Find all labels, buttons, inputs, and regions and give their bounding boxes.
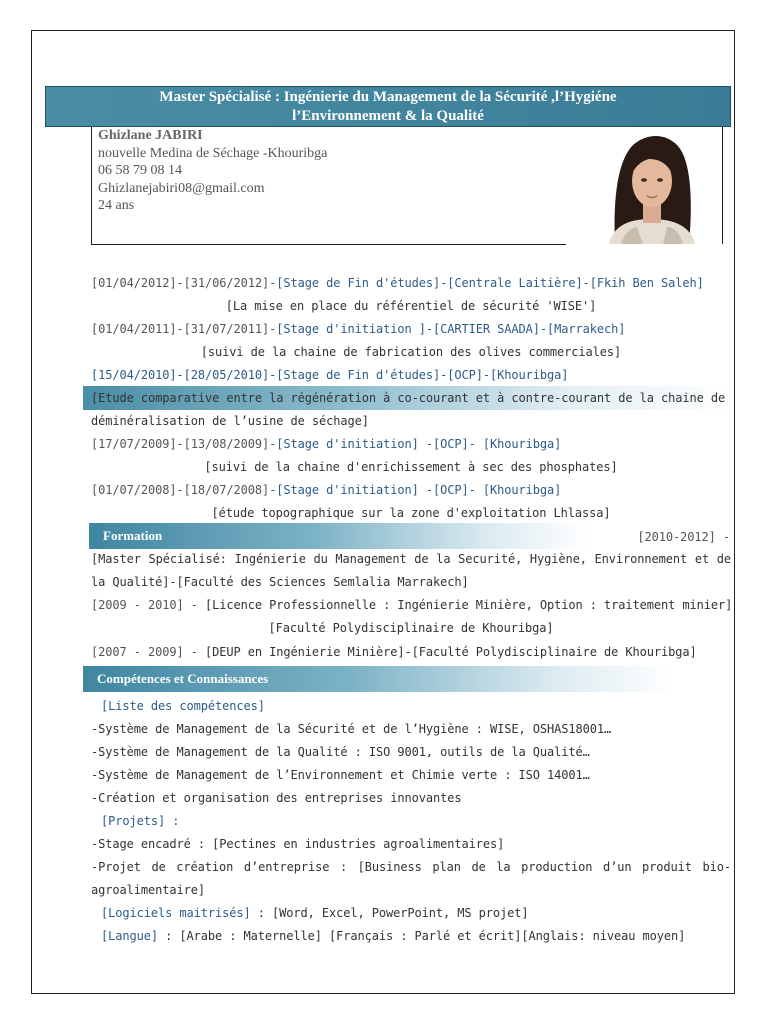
competences-list-label: [Liste des compétences]	[101, 699, 265, 713]
competence-item-1: -Système de Management de la Sécurité et de l’Hygiène : WISE, OSHAS18001…	[91, 722, 612, 736]
cv-title-banner	[45, 86, 731, 127]
formation-item-1-text: [Master Spécialisé: Ingénierie du Management de la Securité, Hygiène, Environnement et de la Qualité]-[Faculté des Sciences Semlalia Marrakech]	[91, 552, 731, 589]
experience-item-1: [01/04/2012]-[31/06/2012]-[Stage de Fin d'études]-[Centrale Laitière]-[Fkih Ben Saleh]	[91, 276, 704, 290]
language-line	[101, 929, 741, 943]
formation-item-3: [2007 - 2009] - [DEUP en Ingénierie Minière]-[Faculté Polydisciplinaire de Khouribga]	[91, 645, 697, 659]
competence-item-2: -Système de Management de la Qualité : ISO 9001, outils de la Qualité…	[91, 745, 590, 759]
experience-item-5-desc: [étude topographique sur la zone d'exploitation Lhlassa]	[211, 506, 611, 520]
experience-item-2-desc: [suivi de la chaine de fabrication des olives commerciales]	[200, 345, 622, 359]
experience-item-3-desc-line1: [Etude comparative entre la régénération à co-courant et à contre-courant de la chaine de	[91, 391, 726, 405]
software-line	[101, 906, 741, 920]
projects-label-line: [Projets] :	[101, 814, 180, 828]
competences-heading: Compétences et Connaissances	[83, 666, 673, 692]
candidate-email: Ghizlanejabiri08@gmail.com	[98, 180, 265, 196]
cv-title-line2: l’Environnement & la Qualité	[292, 108, 484, 124]
experience-item-3-desc-line2: déminéralisation de l’usine de séchage]	[91, 414, 369, 428]
identity-box-right-border	[722, 127, 723, 244]
candidate-address: nouvelle Medina de Séchage -Khouribga	[98, 145, 328, 161]
experience-item-3: [15/04/2010]-[28/05/2010]-[Stage de Fin d'études]-[OCP]-[Khouribga]	[91, 368, 569, 382]
profile-photo	[603, 131, 699, 244]
experience-item-1-desc: [La mise en place du référentiel de sécurité 'WISE']	[225, 299, 597, 313]
cv-title-line1: Master Spécialisé : Ingénierie du Management de la Sécurité ,l’Hygiéne	[159, 89, 617, 105]
formation-heading: Formation	[89, 523, 589, 549]
software-label: [Logiciels maitrisés]	[101, 906, 251, 920]
projects-label: [Projets]	[101, 814, 166, 828]
language-label: [Langue]	[101, 929, 158, 943]
candidate-age: 24 ans	[98, 198, 135, 213]
experience-item-2: [01/04/2011]-[31/07/2011]-[Stage d'initiation ]-[CARTIER SAADA]-[Marrakech]	[91, 322, 626, 336]
formation-item-2: [2009 - 2010] - [Licence Professionnelle : Ingénierie Minière, Option : traitement minier]	[91, 598, 733, 612]
competence-item-4: -Création et organisation des entreprises innovantes	[91, 791, 462, 805]
project-item-1: -Stage encadré : [Pectines en industries agroalimentaires]	[91, 837, 505, 851]
candidate-phone: 06 58 79 08 14	[98, 163, 182, 178]
candidate-name: Ghizlane JABIRI	[98, 128, 203, 143]
language-value: : [Arabe : Maternelle] [Français : Parlé et écrit][Anglais: niveau moyen]	[158, 929, 686, 943]
software-value: : [Word, Excel, PowerPoint, MS projet]	[250, 906, 529, 920]
experience-item-4: [17/07/2009]-[13/08/2009]-[Stage d'initiation] -[OCP]- [Khouribga]	[91, 437, 562, 451]
identity-info	[98, 127, 327, 215]
project-item-2: -Projet de création d’entreprise : [Business plan de la production d’un produit bio-agroalimentaire]	[91, 860, 731, 897]
formation-item-2-text2: [Faculté Polydisciplinaire de Khouribga]	[268, 621, 554, 635]
experience-item-4-desc: [suivi de la chaine d'enrichissement à sec des phosphates]	[204, 460, 618, 474]
competence-item-3: -Système de Management de l’Environnement et Chimie verte : ISO 14001…	[91, 768, 590, 782]
formation-item-1-dates: [2010-2012] -	[637, 530, 730, 544]
experience-item-5: [01/07/2008]-[18/07/2008]-[Stage d'initiation] -[OCP]- [Khouribga]	[91, 483, 562, 497]
